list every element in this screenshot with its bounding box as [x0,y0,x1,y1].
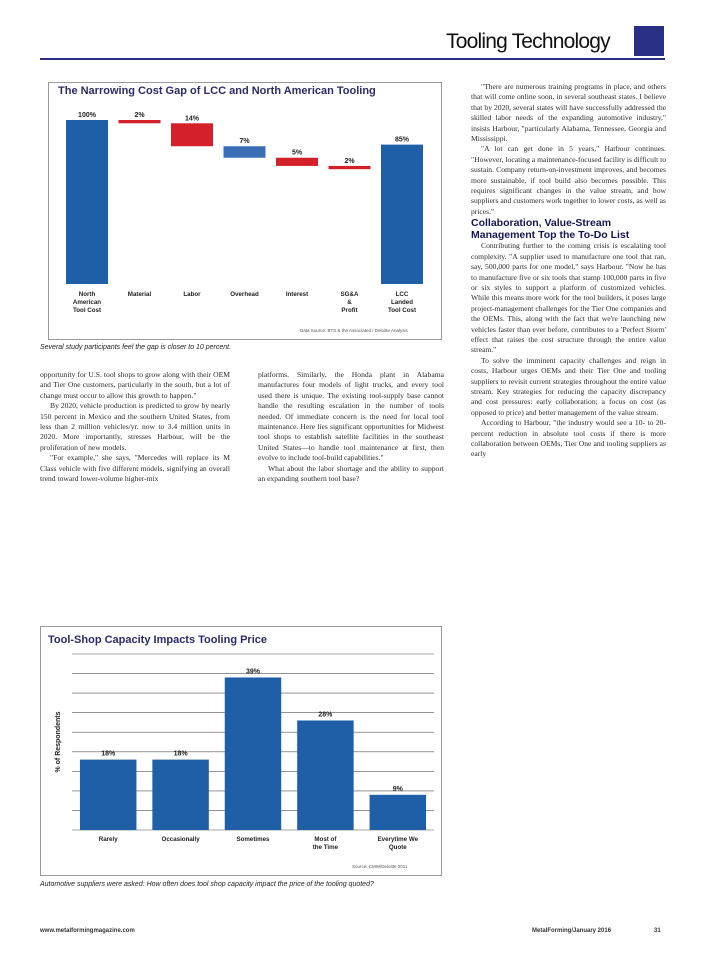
chart1-title: The Narrowing Cost Gap of LCC and North American Tooling [58,85,376,97]
chart1-category-label: LCC [395,291,409,298]
header-rule [40,58,665,60]
chart1-value-label: 7% [239,138,250,146]
body-paragraph: "A lot can get done in 5 years," Harbour continues. "However, locating a maintenance-focused facility is difficult to sustain. Company return-on-investment improves, and becomes more sustainable, if tool build also becomes possible. This requires significant changes in the value stream, and how suppliers and customers work together to lower costs, as well as prices." [471,144,666,216]
chart2-category-label: Rarely [98,836,118,843]
chart2-source: Source: CMW/Deloitte 2011 [352,864,408,869]
chart1-bar [329,166,371,169]
body-column-2 [258,370,444,484]
chart1-category-label: & [347,299,352,306]
chart2-caption: Automotive suppliers were asked: How often does tool shop capacity impact the price of the tooling quoted? [40,881,374,888]
chart2-category-label: Everytime We [377,836,419,843]
footer-issue: MetalForming/January 2016 [532,928,612,934]
body-paragraph: platforms. Similarly, the Honda plant in Alabama manufactures four models of light trucks, and every tool used there is unique. The existing tool-supply base cannot handle the resulting escalation in the number of tools needed. Of immediate concern is the need for local tool maintenance. Here lies significant opportunities for Midwest tool shops to establish satellite facilities in the southeast United States—to handle tool maintenance at first, then evolve to include tool-build capabilities." [258,370,444,463]
body-paragraph: "For example," she says, "Mercedes will replace its M Class vehicle with five different models, signifying an overall trend toward lower-volume higher-mix [40,453,230,484]
chart1-category-label: Tool Cost [387,307,417,314]
chart1-category-label: Material [127,291,152,298]
chart1-value-label: 2% [134,112,145,119]
chart2-value-label: 9% [392,785,403,793]
body-paragraph: By 2020, vehicle production is predicted to grow by nearly 150 percent in Mexico and the southern United States, from less than 2 million vehicles/yr. now to 3.4 million units in 2020. More importantly, stresses Harbour, will be the proliferation of new models. [40,401,230,452]
chart2-bar [370,795,426,830]
chart1-category-label: SG&A [340,291,359,298]
chart2-category-label: Quote [388,844,407,851]
footer-page-number: 31 [654,928,661,934]
chart1-value-label: 5% [291,149,303,157]
chart2-category-label: the Time [312,844,339,851]
chart2-bar [80,760,136,830]
chart1-source: Data Source: BTS & the Associated / Deloitte Analysis [300,328,408,333]
chart1-value-label: 14% [184,115,200,123]
chart2-y-axis-label: % of Respondents [55,711,62,773]
chart1-bar [66,120,108,284]
chart1-category-label: Overhead [230,291,259,298]
chart1-category-label: Landed [390,299,414,306]
chart2-value-label: 18% [101,750,116,758]
chart2-value-label: 28% [318,711,333,719]
chart1-caption: Several study participants feel the gap is closer to 10 percent. [40,344,232,351]
chart2-value-label: 39% [245,668,261,676]
chart2-bar [225,677,281,830]
chart1-category-label: Profit [341,307,358,314]
body-paragraph: "There are numerous training programs in place, and others that will come online soon, in several southeast states. I believe that by 2020, several states will have successfully addressed the skilled labor needs of the expanding automotive industry," insists Harbour, "particularly Alabama, Tennessee, Georgia and Mississippi. [471,82,666,144]
chart1-value-label: 100% [78,112,96,119]
chart1-value-label: 2% [344,157,355,165]
chart1-bar [119,120,161,123]
chart1-bar [276,158,318,166]
chart2-bar [297,720,353,830]
chart1-plot [48,82,440,338]
chart2-category-label: Sometimes [236,836,270,843]
body-paragraph: What about the labor shortage and the ability to support an expanding southern tool base? [258,463,444,484]
body-column-1 [40,370,230,484]
chart1-category-label: Tool Cost [72,307,102,314]
chart1-bar [381,145,423,284]
section-color-block [634,26,664,56]
subhead: Collaboration, Value-Stream Management Top the To-Do List [471,217,630,242]
chart2-title: Tool-Shop Capacity Impacts Tooling Price [48,634,268,646]
chart2-bar [152,760,208,830]
body-column-3 [471,82,666,460]
chart1-category-label: North [78,291,96,298]
chart1-category-label: Interest [285,291,309,298]
chart1-bar [171,123,213,146]
footer-url: www.metalformingmagazine.com [40,928,135,934]
chart1-value-label: 85% [394,136,410,144]
body-paragraph: Contributing further to the coming crisis is escalating tool complexity. "A supplier used to manufacture one tool that ran, say, 500,000 parts for one model," says Harbour. "Now he has to manufacture five or six tools that stamp 100,000 parts in five or six styles to support a platform of customized vehicles. While this means more work for the tool builders, it poses large project-management challenges for the Tier One companies and the OEMs. This, along with the fact that we're launching new vehicles faster than ever before, contributes to a 'Perfect Storm' effect that raises the cost structure through the entire value stream." [471,241,666,355]
chart1-category-label: Labor [183,291,201,298]
chart2-category-label: Most of [314,836,337,843]
chart1-category-label: American [72,299,102,306]
chart2-plot [40,626,440,874]
body-paragraph: To solve the imminent capacity challenges and reign in costs, Harbour urges OEMs and their Tier One and tooling suppliers to revisit current strategies throughout the entire value stream. Key strategies for reducing the capacity discrepancy and cost pressures: early collaboration; a focus on cost (as opposed to price) and better management of the value stream. [471,355,666,417]
chart2-value-label: 18% [173,750,188,758]
chart2-category-label: Occasionally [161,836,200,843]
body-paragraph: According to Harbour, "the industry would see a 10- to 20-percent reduction in absolute tool costs if there is more collaboration between OEMs, Tier One and tooling suppliers as early [471,418,666,459]
body-paragraph: opportunity for U.S. tool shops to grow along with their OEM and Tier One customers, particularly in the south, but a lot of change must occur to allow this growth to happen." [40,370,230,400]
section-title: Tooling Technology [446,30,610,53]
chart1-bar [224,146,266,157]
